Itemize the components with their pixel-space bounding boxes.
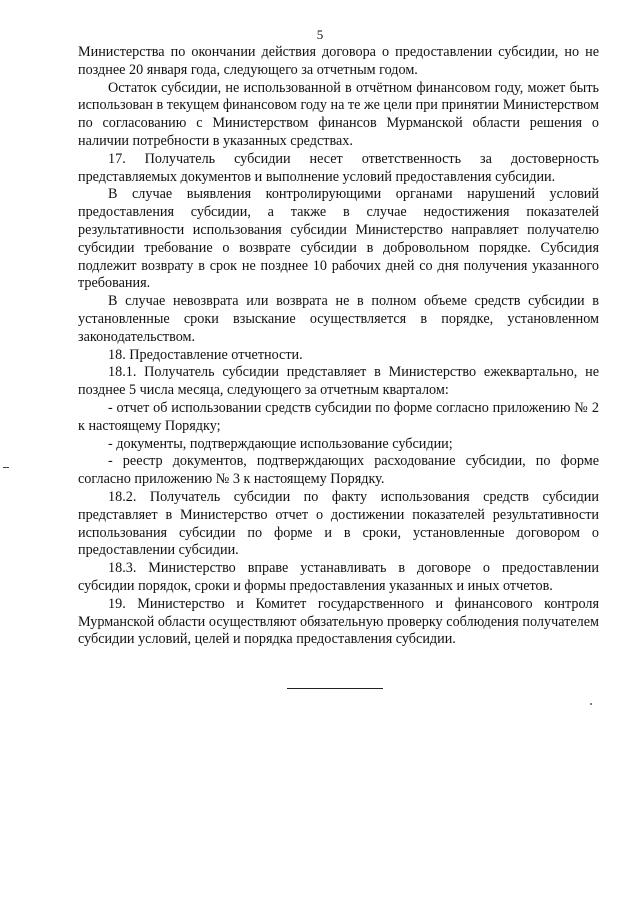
list-item-document-register: - реестр документов, подтверждающих расходование субсидии, по форме согласно приложению № 3 к настоящему Порядку. (78, 453, 599, 488)
paragraph-18-reporting-heading: 18. Предоставление отчетности. (108, 346, 303, 363)
paragraph-18-3-ministry-rights: 18.3. Министерство вправе устанавливать в договоре о предоставлении субсидии порядок, сроки и формы предоставления указанных и иных отчетов. (78, 560, 599, 594)
end-separator-line (287, 688, 383, 689)
page-number: 5 (316, 27, 324, 42)
paragraph-non-return-recovery: В случае невозврата или возврата не в полном объеме средств субсидии в установленные сроки взыскание осуществляется в порядке, установленном законодательством. (78, 293, 599, 345)
document-body (78, 44, 599, 649)
margin-mark (3, 467, 9, 468)
scan-speck (590, 703, 592, 705)
paragraph-deadline-continuation: Министерства по окончании действия договора о предоставлении субсидии, но не позднее 20 января года, следующего за отчетным годом. (78, 44, 599, 78)
paragraph-18-1-quarterly: 18.1. Получатель субсидии представляет в Министерство ежеквартально, не позднее 5 числа месяца, следующего за отчетным кварталом: (78, 364, 599, 399)
paragraph-17-responsibility: 17. Получатель субсидии несет ответственность за достоверность представляемых документов и выполнение условий предоставления субсидии. (78, 150, 599, 185)
list-item-usage-report: - отчет об использовании средств субсидии по форме согласно приложению № 2 к настоящему Порядку; (78, 399, 599, 434)
paragraph-18-2-performance-report: 18.2. Получатель субсидии по факту использования средств субсидии представляет в Министерство отчет о достижении показателей результативности использования субсидии по форме и в сроки, установленные договором о предоставлении субсидии. (78, 488, 599, 559)
paragraph-violations-return: В случае выявления контролирующими органами нарушений условий предоставления субсидии, а также в случае недостижения показателей результативности использования субсидии Министерство направляет получателю субсидии требование о возврате субсидии в добровольном порядке. Субсидия подлежит возврату в срок не позднее 10 рабочих дней со дня получения указанного требования. (78, 186, 599, 292)
paragraph-19-compliance-check: 19. Министерство и Комитет государственного и финансового контроля Мурманской области осуществляют обязательную проверку соблюдения получателем субсидии условий, целей и порядка предоставления субсидии. (78, 595, 599, 648)
list-item-supporting-documents: - документы, подтверждающие использование субсидии; (108, 435, 453, 452)
paragraph-unused-balance: Остаток субсидии, не использованной в отчётном финансовом году, может быть использован в текущем финансовом году на те же цели при принятии Министерством по согласованию с Министерством финансов Мурманской области решения о наличии потребности в указанных средствах. (78, 79, 599, 149)
